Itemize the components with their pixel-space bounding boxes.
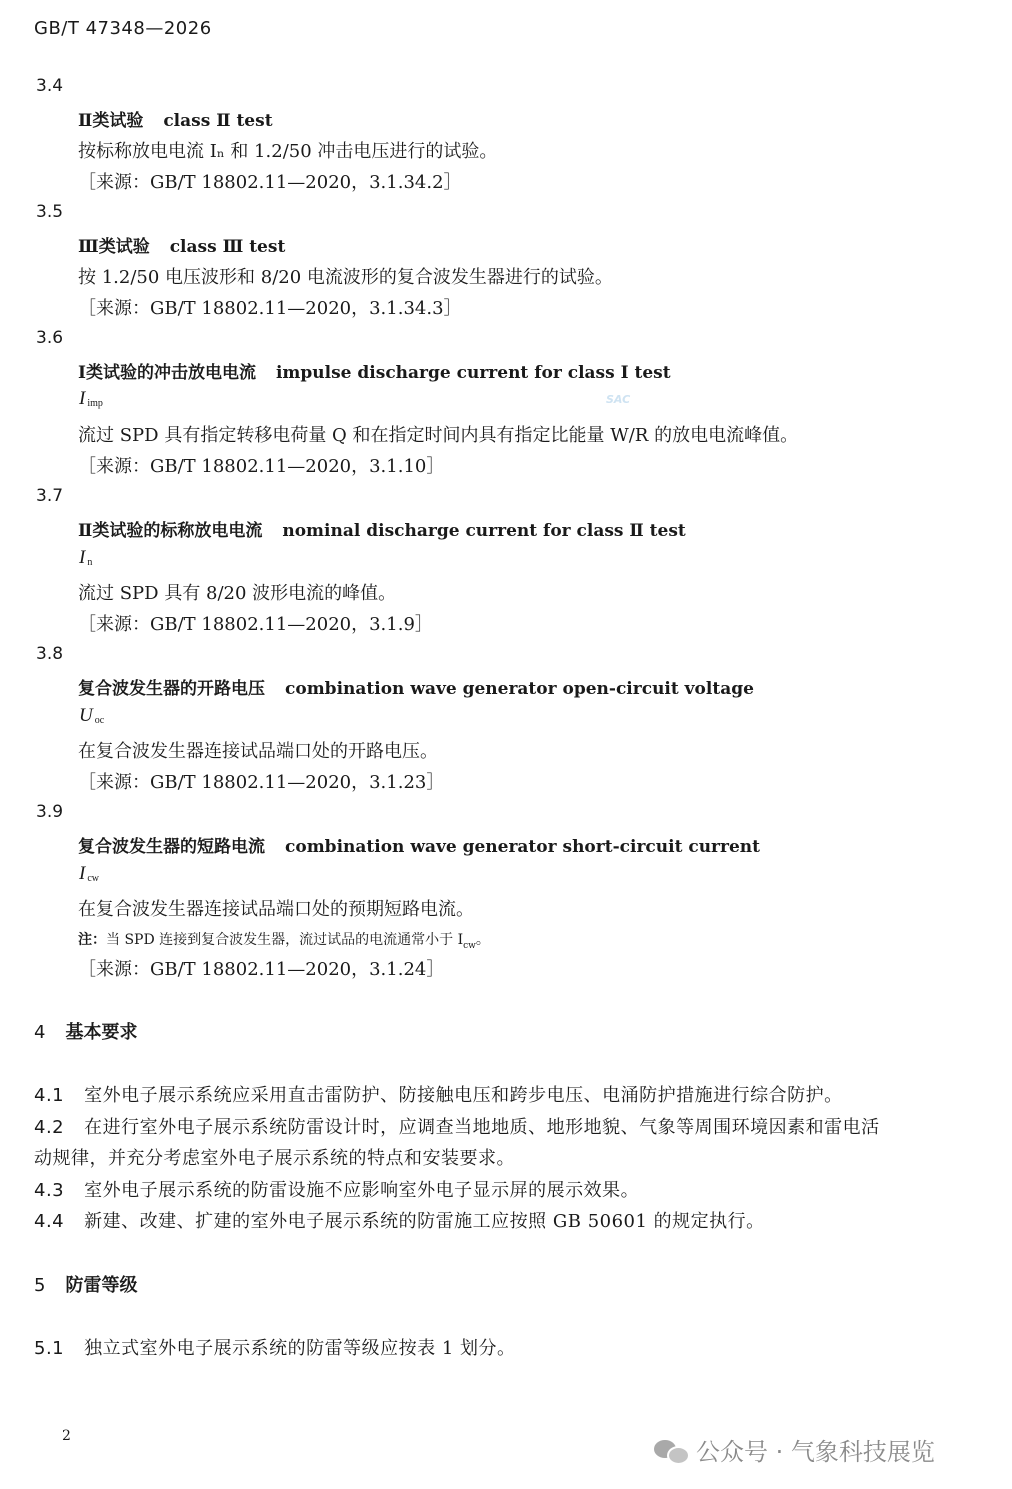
clause-item xyxy=(34,1113,880,1139)
term-en: class Ⅲ test xyxy=(169,237,286,257)
page-number: 2 xyxy=(62,1428,71,1444)
clause-item xyxy=(34,1334,516,1360)
clause-title: 基本要求 xyxy=(65,1022,138,1043)
term-definition: 流过 SPD 具有指定转移电荷量 Q 和在指定时间内具有指定比能量 W/R 的放电电流峰值。 xyxy=(78,425,799,446)
term-source: ［来源：GB/T 18802.11—2020，3.1.34.2］ xyxy=(78,172,462,193)
term-heading xyxy=(78,674,754,699)
clause-heading xyxy=(34,1018,137,1044)
term-heading xyxy=(78,106,273,131)
term-en: combination wave generator short-circuit current xyxy=(285,837,760,857)
term-number: 3.9 xyxy=(36,802,64,822)
term-zh: Ⅱ类试验的标称放电电流 xyxy=(78,521,263,541)
term-definition: 按 1.2/50 电压波形和 8/20 电流波形的复合波发生器进行的试验。 xyxy=(78,267,613,288)
term-number: 3.4 xyxy=(36,76,64,96)
term-symbol: I $_{imp}$ xyxy=(79,388,103,409)
item-text: 独立式室外电子展示系统的防雷等级应按表 1 划分。 xyxy=(84,1338,516,1359)
item-number: 4.3 xyxy=(34,1180,65,1201)
clause-number: 4 xyxy=(34,1022,46,1043)
term-zh: 复合波发生器的短路电流 xyxy=(78,837,265,857)
term-zh: Ⅰ类试验的冲击放电电流 xyxy=(78,363,256,383)
term-heading xyxy=(78,358,671,383)
term-source: ［来源：GB/T 18802.11—2020，3.1.10］ xyxy=(78,456,445,477)
term-number: 3.6 xyxy=(36,328,64,348)
note-text: 当 SPD 连接到复合波发生器，流过试品的电流通常小于 I xyxy=(106,932,464,948)
term-en: combination wave generator open-circuit voltage xyxy=(285,679,754,699)
wechat-icon xyxy=(654,1436,688,1464)
term-source: ［来源：GB/T 18802.11—2020，3.1.9］ xyxy=(78,614,433,635)
term-definition: 在复合波发生器连接试品端口处的开路电压。 xyxy=(78,741,438,762)
term-number: 3.7 xyxy=(36,486,64,506)
term-en: nominal discharge current for class Ⅱ test xyxy=(282,521,686,541)
clause-number: 5 xyxy=(34,1275,46,1296)
sac-watermark: SAC xyxy=(606,393,631,406)
standard-number: GB/T 47348—2026 xyxy=(34,18,212,39)
item-text-continued: 动规律，并充分考虑室外电子展示系统的特点和安装要求。 xyxy=(34,1148,515,1169)
term-en: impulse discharge current for class Ⅰ test xyxy=(275,363,671,383)
term-en: class Ⅱ test xyxy=(163,111,273,131)
item-text: 室外电子展示系统应采用直击雷防护、防接触电压和跨步电压、电涌防护措施进行综合防护。 xyxy=(84,1085,843,1106)
item-text: 室外电子展示系统的防雷设施不应影响室外电子显示屏的展示效果。 xyxy=(84,1180,640,1201)
term-source: ［来源：GB/T 18802.11—2020，3.1.34.3］ xyxy=(78,298,462,319)
clause-heading xyxy=(34,1271,137,1297)
term-symbol: I $_n$ xyxy=(79,547,93,568)
watermark xyxy=(654,1432,935,1467)
clause-item xyxy=(34,1207,765,1233)
term-zh: Ⅱ类试验 xyxy=(78,111,144,131)
note-sub: cw xyxy=(463,940,476,951)
term-heading xyxy=(78,832,760,857)
clause-title: 防雷等级 xyxy=(65,1275,138,1296)
watermark-text: 公众号 · 气象科技展览 xyxy=(696,1438,935,1466)
term-heading xyxy=(78,516,686,541)
item-text: 新建、改建、扩建的室外电子展示系统的防雷施工应按照 GB 50601 的规定执行。 xyxy=(84,1211,765,1232)
term-definition: 按标称放电电流 Iₙ 和 1.2/50 冲击电压进行的试验。 xyxy=(78,141,498,162)
term-number: 3.8 xyxy=(36,644,64,664)
term-symbol: I $_{cw}$ xyxy=(79,863,99,884)
note-label: 注： xyxy=(78,932,106,948)
item-text: 在进行室外电子展示系统防雷设计时，应调查当地地质、地形地貌、气象等周围环境因素和雷电活 xyxy=(84,1117,880,1138)
term-definition: 流过 SPD 具有 8/20 波形电流的峰值。 xyxy=(78,583,397,604)
term-zh: 复合波发生器的开路电压 xyxy=(78,679,265,699)
item-number: 4.1 xyxy=(34,1085,65,1106)
term-definition: 在复合波发生器连接试品端口处的预期短路电流。 xyxy=(78,899,474,920)
clause-item xyxy=(34,1081,843,1107)
term-symbol: U $_{oc}$ xyxy=(79,705,105,726)
term-source: ［来源：GB/T 18802.11—2020，3.1.23］ xyxy=(78,772,445,793)
item-number: 5.1 xyxy=(34,1338,65,1359)
note-end: 。 xyxy=(475,932,490,948)
term-note xyxy=(78,929,490,951)
term-heading xyxy=(78,232,285,257)
item-number: 4.2 xyxy=(34,1117,65,1138)
term-zh: Ⅲ类试验 xyxy=(78,237,150,257)
term-number: 3.5 xyxy=(36,202,64,222)
term-source: ［来源：GB/T 18802.11—2020，3.1.24］ xyxy=(78,959,445,980)
clause-item xyxy=(34,1176,639,1202)
item-number: 4.4 xyxy=(34,1211,65,1232)
